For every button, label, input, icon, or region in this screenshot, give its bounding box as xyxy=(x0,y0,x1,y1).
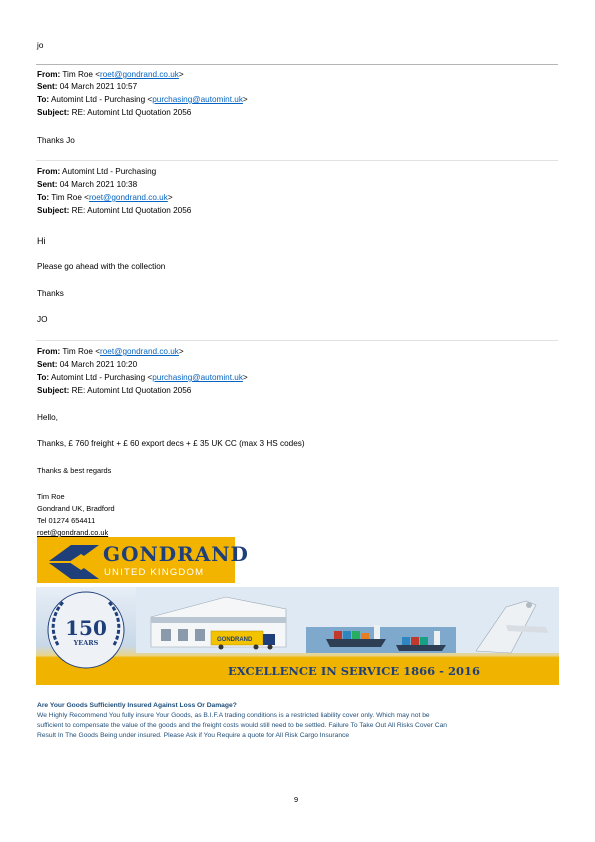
from-line: From: Automint Ltd - Purchasing xyxy=(37,167,157,176)
sent-line: Sent: 04 March 2021 10:20 xyxy=(37,360,138,369)
to-line: To: Automint Ltd - Purchasing <purchasing@automint.uk> xyxy=(37,373,248,382)
banner-slogan: EXCELLENCE IN SERVICE 1866 - 2016 xyxy=(228,664,480,678)
disclaimer-heading: Are Your Goods Sufficiently Insured Against Loss Or Damage? xyxy=(37,702,237,709)
from-line: From: Tim Roe <roet@gondrand.co.uk> xyxy=(37,70,184,79)
medal-years: YEARS xyxy=(73,639,99,647)
company-logo xyxy=(37,537,249,583)
sent-line: Sent: 04 March 2021 10:57 xyxy=(37,82,138,91)
truck-label: GONDRAND xyxy=(217,637,253,643)
sent-line: Sent: 04 March 2021 10:38 xyxy=(37,180,138,189)
signature-name: Tim Roe xyxy=(37,492,65,501)
logo-wordmark: GONDRAND xyxy=(103,542,249,566)
email-body-line: Thanks, £ 760 freight + £ 60 export decs + £ 35 UK CC (max 3 HS codes) xyxy=(37,439,305,448)
anniversary-banner xyxy=(36,587,559,685)
logo-subtitle: UNITED KINGDOM xyxy=(104,567,205,578)
subject-line: Subject: RE: Automint Ltd Quotation 2056 xyxy=(37,206,192,215)
to-email-link[interactable]: roet@gondrand.co.uk xyxy=(88,193,168,202)
from-email-link[interactable]: roet@gondrand.co.uk xyxy=(100,347,179,356)
to-line: To: Automint Ltd - Purchasing <purchasing@automint.uk> xyxy=(37,95,248,104)
banner-illustration xyxy=(36,587,559,685)
greeting-text: jo xyxy=(37,41,44,50)
email-body-line: Thanks xyxy=(37,289,64,298)
email-body-line: Thanks Jo xyxy=(37,136,75,145)
email-separator xyxy=(36,160,558,161)
email-body-line: Hi xyxy=(37,236,46,246)
disclaimer-line: Result In The Goods Being under insured. Please Ask if You Require a quote for All Risk Cargo Insurance xyxy=(37,732,350,739)
email-separator xyxy=(36,340,558,341)
medal-number: 150 xyxy=(65,616,107,640)
from-email-link[interactable]: roet@gondrand.co.uk xyxy=(100,70,179,79)
email-body-line: JO xyxy=(37,315,48,324)
subject-line: Subject: RE: Automint Ltd Quotation 2056 xyxy=(37,108,192,117)
disclaimer-line: sufficient to compensate the value of the goods and the freight costs would still need to be settled. Failure To Take Out All Risks Cover Can xyxy=(37,722,448,729)
signature-phone: Tel 01274 654411 xyxy=(37,516,96,525)
email-body-line: Please go ahead with the collection xyxy=(37,262,166,271)
email-separator xyxy=(36,64,558,65)
anniversary-medal-icon xyxy=(48,592,124,668)
to-email-link[interactable]: purchasing@automint.uk xyxy=(152,373,243,382)
signature-company: Gondrand UK, Bradford xyxy=(37,504,115,513)
email-body-line: Thanks & best regards xyxy=(37,466,112,475)
to-line: To: Tim Roe <roet@gondrand.co.uk> xyxy=(37,193,173,202)
disclaimer-line: We Highly Recommend You fully insure Your Goods, as B.I.F.A trading conditions is a restricted liability cover only. Which may not be xyxy=(37,712,430,719)
signature-email-link[interactable]: roet@gondrand.co.uk xyxy=(37,528,109,537)
from-line: From: Tim Roe <roet@gondrand.co.uk> xyxy=(37,347,184,356)
subject-line: Subject: RE: Automint Ltd Quotation 2056 xyxy=(37,386,192,395)
to-email-link[interactable]: purchasing@automint.uk xyxy=(152,95,243,104)
page-number: 9 xyxy=(294,795,299,804)
email-body-line: Hello, xyxy=(37,413,58,422)
